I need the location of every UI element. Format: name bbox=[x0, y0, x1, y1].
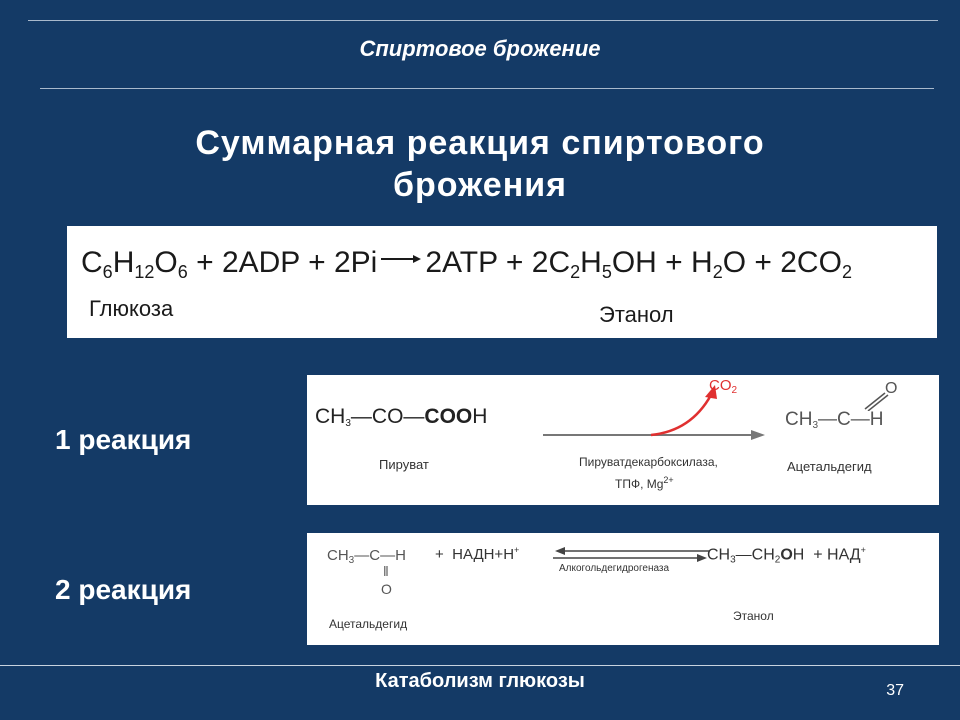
svg-text:O: O bbox=[885, 381, 897, 397]
nadh-label: + НАДН+Н+ bbox=[435, 545, 520, 563]
footer-title: Катаболизм глюкозы bbox=[375, 670, 585, 692]
ethanol-label-2: Этанол bbox=[733, 609, 774, 623]
reaction-1-panel bbox=[307, 375, 939, 505]
pyruvate-label: Пируват bbox=[379, 457, 429, 472]
summary-equation: $C_6H_{12}O_6 + 2ADP + 2Pi$ $2ATP + 2C_2H_5OH + H_2O + 2CO_2$ bbox=[81, 246, 852, 282]
acetaldehyde-structure: $CH_3—C—H$ bbox=[327, 547, 406, 566]
acetaldehyde-label-2: Ацетальдегид bbox=[329, 617, 408, 631]
reaction-1-title: 1 реакция bbox=[55, 424, 192, 455]
topic-divider bbox=[40, 88, 934, 89]
ethanol-label: Этанол bbox=[599, 302, 674, 327]
top-divider bbox=[28, 20, 938, 21]
reaction-arrow-icon bbox=[381, 254, 421, 264]
glucose-label: Глюкоза bbox=[89, 296, 174, 321]
ethanol-formula: $CH_3—CH_2OH + НАД^+$ bbox=[707, 545, 866, 566]
adh-enzyme-label: Алкогольдегидрогеназа bbox=[559, 563, 670, 574]
carbonyl-double-bond: ‖ bbox=[383, 563, 389, 579]
carbonyl-bond-icon bbox=[863, 381, 897, 411]
summary-equation-panel bbox=[67, 226, 937, 338]
pyruvate-formula: $CH_3—CO—COOH$ bbox=[315, 405, 488, 429]
heading-line-1: Суммарная реакция спиртового bbox=[195, 124, 765, 162]
carbonyl-oxygen: O bbox=[381, 581, 392, 597]
enzyme-label: Пируватдекарбоксилаза, bbox=[579, 455, 718, 469]
equilibrium-arrow-icon bbox=[553, 545, 709, 565]
slide-heading bbox=[0, 122, 960, 206]
footer-divider bbox=[0, 665, 960, 666]
reaction-2-panel bbox=[307, 533, 939, 645]
slide-number: 37 bbox=[886, 682, 904, 699]
cofactor-label: ТПФ, $Mg^{2+}$ bbox=[615, 475, 674, 491]
reaction-2-title: 2 реакция bbox=[55, 574, 192, 605]
heading-line-2: брожения bbox=[393, 166, 567, 204]
slide-topic: Спиртовое брожение bbox=[359, 36, 601, 61]
acetaldehyde-label: Ацетальдегид bbox=[787, 459, 872, 474]
acetaldehyde-formula: $CH_3—C—H$ bbox=[785, 409, 884, 431]
co2-label: $CO_2$ bbox=[709, 377, 738, 396]
